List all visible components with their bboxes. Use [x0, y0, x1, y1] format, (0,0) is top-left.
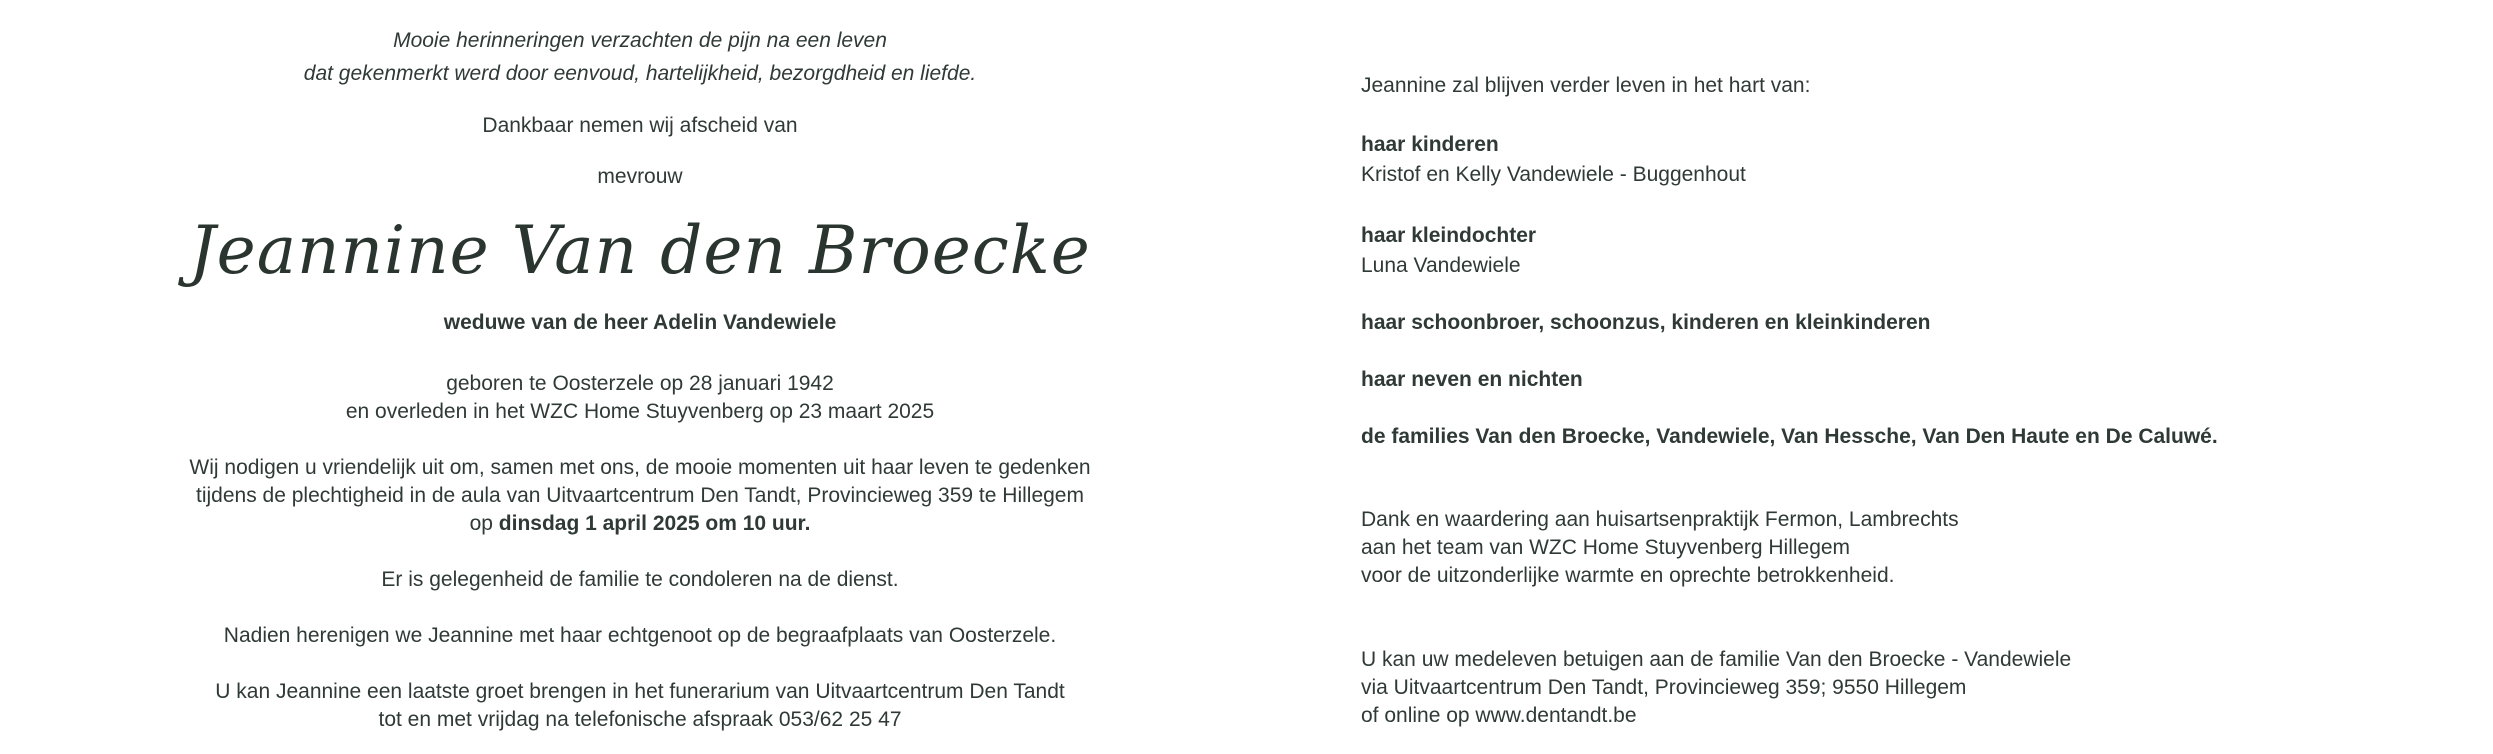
thanks-line-2: aan het team van WZC Home Stuyvenberg Hillegem: [1361, 536, 1851, 559]
invitation-line-2: tijdens de plechtigheid in de aula van Uitvaartcentrum Den Tandt, Provincieweg 359 te Hillegem: [196, 484, 1084, 507]
families: de families Van den Broecke, Vandewiele, Van Hessche, Van Den Haute en De Caluwé.: [1361, 425, 2218, 448]
honorific: mevrouw: [597, 165, 683, 188]
sympathy-line-1: U kan uw medeleven betuigen aan de familie Van den Broecke - Vandewiele: [1361, 648, 2072, 671]
ceremony-datetime: dinsdag 1 april 2025 om 10 uur.: [498, 512, 811, 535]
invitation-line-3: [100, 510, 1180, 538]
quote-line-1: Mooie herinneringen verzachten de pijn na een leven: [393, 29, 887, 52]
sympathy-line-2: via Uitvaartcentrum Den Tandt, Provincieweg 359; 9550 Hillegem: [1361, 676, 1967, 699]
burial-info: Nadien herenigen we Jeannine met haar echtgenoot op de begraafplaats van Oosterzele.: [223, 624, 1057, 647]
birth-info: geboren te Oosterzele op 28 januari 1942: [446, 372, 834, 395]
thanks-line-3: voor de uitzonderlijke warmte en oprechte betrokkenheid.: [1361, 564, 1895, 587]
granddaughter-name: Luna Vandewiele: [1361, 254, 1521, 277]
visit-line-1: U kan Jeannine een laatste groet brengen in het funerarium van Uitvaartcentrum Den Tandt: [215, 680, 1065, 703]
children-heading: haar kinderen: [1361, 133, 1499, 156]
deceased-name: Jeannine Van den Broecke: [189, 212, 1091, 289]
condolence-info: Er is gelegenheid de familie te condoleren na de dienst.: [381, 568, 899, 591]
cousins: haar neven en nichten: [1361, 368, 1583, 391]
remembrance-intro: Jeannine zal blijven verder leven in het hart van:: [1361, 74, 1811, 97]
widow-of: weduwe van de heer Adelin Vandewiele: [443, 311, 837, 334]
in-laws: haar schoonbroer, schoonzus, kinderen en kleinkinderen: [1361, 311, 1931, 334]
children-names: Kristof en Kelly Vandewiele - Buggenhout: [1361, 163, 1746, 186]
right-page: [1361, 0, 2411, 754]
farewell-intro: Dankbaar nemen wij afscheid van: [482, 114, 798, 137]
visit-line-2: tot en met vrijdag na telefonische afspraak 053/62 25 47: [378, 708, 902, 731]
granddaughter-heading: haar kleindochter: [1361, 224, 1537, 247]
invitation-prefix: op: [469, 512, 499, 535]
left-page: [100, 0, 1180, 754]
death-info: en overleden in het WZC Home Stuyvenberg op 23 maart 2025: [345, 400, 935, 423]
invitation-line-1: Wij nodigen u vriendelijk uit om, samen met ons, de mooie momenten uit haar leven te gedenken: [189, 456, 1091, 479]
quote-line-2: dat gekenmerkt werd door eenvoud, hartelijkheid, bezorgdheid en liefde.: [303, 62, 977, 85]
sympathy-line-3: of online op www.dentandt.be: [1361, 704, 1637, 727]
thanks-line-1: Dank en waardering aan huisartsenpraktijk Fermon, Lambrechts: [1361, 508, 1959, 531]
